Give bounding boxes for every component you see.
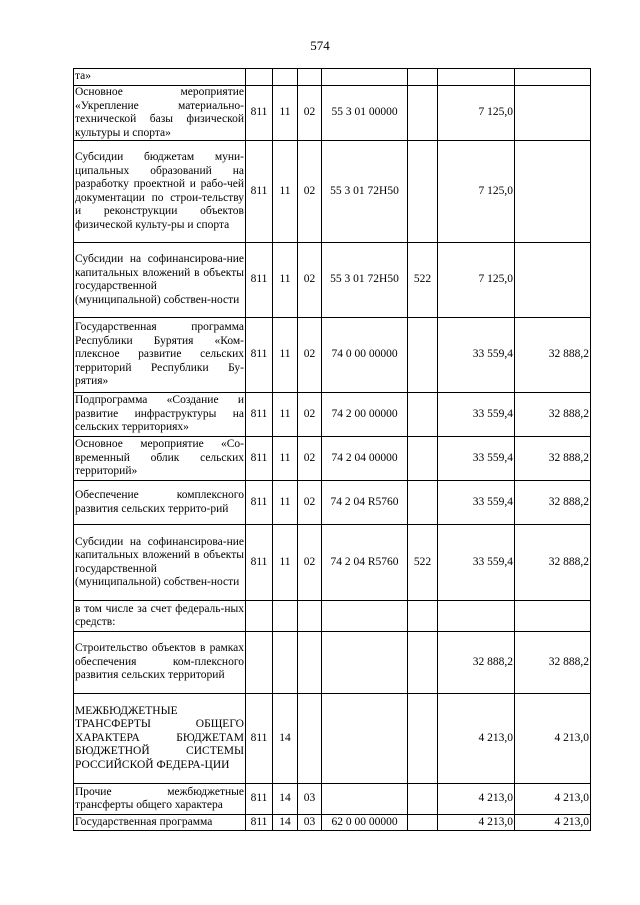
row-sum-2: 32 888,2 — [515, 481, 591, 525]
table-row — [74, 694, 591, 784]
row-code — [246, 601, 273, 632]
row-expense-type — [408, 141, 438, 243]
row-target: 62 0 00 00000 — [322, 815, 408, 831]
table-row — [74, 393, 591, 437]
budget-table — [73, 68, 591, 831]
row-subsection — [298, 694, 322, 784]
table-row — [74, 69, 591, 86]
row-subsection — [298, 69, 322, 86]
row-subsection — [298, 632, 322, 694]
row-sum-2 — [515, 243, 591, 318]
row-sum-2: 32 888,2 — [515, 393, 591, 437]
row-expense-type — [408, 632, 438, 694]
table-row — [74, 318, 591, 393]
row-section: 11 — [273, 318, 298, 393]
row-name: Подпрограмма «Создание и развитие инфраструктуры на сельских территориях» — [74, 393, 246, 437]
row-expense-type — [408, 86, 438, 141]
row-target — [322, 784, 408, 815]
table-row — [74, 601, 591, 632]
row-section: 14 — [273, 815, 298, 831]
row-target — [322, 694, 408, 784]
row-target: 74 2 00 00000 — [322, 393, 408, 437]
row-target — [322, 601, 408, 632]
row-name: Основное мероприятие «Укрепление материально-технической базы физической культуры и спорта» — [75, 86, 244, 139]
row-name: Субсидии бюджетам муни-ципальных образований на разработку проектной и рабо-чей документации по строи-тельству и реконструкции объектов физической культу-ры и спорта — [74, 141, 246, 243]
row-subsection: 02 — [298, 141, 322, 243]
row-target: 74 2 04 00000 — [322, 437, 408, 481]
table-row — [74, 525, 591, 601]
row-sum-2: 4 213,0 — [515, 784, 591, 815]
row-name: МЕЖБЮДЖЕТНЫЕ ТРАНСФЕРТЫ ОБЩЕГО ХАРАКТЕРА БЮДЖЕТАМ БЮДЖЕТНОЙ СИСТЕМЫ РОССИЙСКОЙ ФЕДЕРА-ЦИИ — [74, 694, 246, 784]
row-section — [273, 69, 298, 86]
row-expense-type — [408, 815, 438, 831]
row-name: та» — [74, 69, 246, 86]
row-name: Обеспечение комплексного развития сельских террито-рий — [74, 481, 246, 525]
row-code: 811 — [246, 815, 273, 831]
row-section — [273, 601, 298, 632]
row-target: 74 2 04 R5760 — [322, 481, 408, 525]
row-code: 811 — [246, 86, 273, 141]
table-row — [74, 784, 591, 815]
row-sum-2 — [515, 86, 591, 141]
table-row — [74, 86, 591, 141]
row-sum-1: 4 213,0 — [438, 694, 515, 784]
row-name: Строительство объектов в рамках обеспечения ком-плексного развития сельских территорий — [74, 632, 246, 694]
table-row — [74, 481, 591, 525]
row-name: Субсидии на софинансирова-ние капитальных вложений в объекты государственной (муниципальной) собствен-ности — [74, 525, 246, 601]
row-subsection: 02 — [298, 437, 322, 481]
row-expense-type — [408, 437, 438, 481]
row-section: 11 — [273, 393, 298, 437]
row-sum-2 — [515, 69, 591, 86]
row-section: 11 — [273, 525, 298, 601]
row-sum-1: 33 559,4 — [438, 393, 515, 437]
row-subsection: 03 — [298, 784, 322, 815]
row-name: в том числе за счет федераль-ных средств: — [74, 601, 246, 632]
row-code: 811 — [246, 243, 273, 318]
row-target — [322, 69, 408, 86]
row-subsection: 02 — [298, 86, 322, 141]
row-sum-2: 4 213,0 — [515, 815, 591, 831]
table-row — [74, 815, 591, 831]
table-row — [74, 141, 591, 243]
row-expense-type — [408, 601, 438, 632]
row-sum-2: 4 213,0 — [515, 694, 591, 784]
row-target: 74 2 04 R5760 — [322, 525, 408, 601]
row-subsection: 02 — [298, 243, 322, 318]
budget-table-body — [74, 69, 591, 831]
page-number: 574 — [310, 38, 330, 53]
row-expense-type: 522 — [408, 525, 438, 601]
row-sum-2: 32 888,2 — [515, 318, 591, 393]
row-section: 11 — [273, 86, 298, 141]
table-row — [74, 437, 591, 481]
row-code: 811 — [246, 318, 273, 393]
row-sum-1: 7 125,0 — [438, 141, 515, 243]
row-expense-type — [408, 694, 438, 784]
row-code: 811 — [246, 481, 273, 525]
row-sum-1 — [438, 601, 515, 632]
row-sum-2: 32 888,2 — [515, 437, 591, 481]
row-section: 14 — [273, 694, 298, 784]
row-code: 811 — [246, 525, 273, 601]
row-section: 14 — [273, 784, 298, 815]
row-code: 811 — [246, 141, 273, 243]
row-sum-1: 33 559,4 — [438, 318, 515, 393]
row-code: 811 — [246, 694, 273, 784]
row-sum-1: 33 559,4 — [438, 437, 515, 481]
row-sum-1: 33 559,4 — [438, 481, 515, 525]
row-section: 11 — [273, 481, 298, 525]
row-section: 11 — [273, 437, 298, 481]
row-name: Субсидии на софинансирова-ние капитальных вложений в объекты государственной (муниципальной) собствен-ности — [74, 243, 246, 318]
row-code: 811 — [246, 437, 273, 481]
row-section: 11 — [273, 141, 298, 243]
row-sum-1: 4 213,0 — [438, 815, 515, 831]
row-expense-type — [408, 481, 438, 525]
row-sum-1: 7 125,0 — [438, 86, 515, 141]
row-target — [322, 632, 408, 694]
row-sum-2: 32 888,2 — [515, 632, 591, 694]
row-subsection: 03 — [298, 815, 322, 831]
row-name: Государственная программа Республики Бурятия «Ком-плексное развитие сельских территорий Республики Бу-рятия» — [74, 318, 246, 393]
row-expense-type — [408, 69, 438, 86]
row-subsection: 02 — [298, 481, 322, 525]
row-name: Прочие межбюджетные трансферты общего характера — [74, 784, 246, 815]
row-sum-2: 32 888,2 — [515, 525, 591, 601]
row-section: 11 — [273, 243, 298, 318]
row-sum-2 — [515, 141, 591, 243]
row-sum-1: 7 125,0 — [438, 243, 515, 318]
row-expense-type — [408, 318, 438, 393]
row-subsection: 02 — [298, 318, 322, 393]
row-sum-1: 4 213,0 — [438, 784, 515, 815]
table-row — [74, 243, 591, 318]
row-code — [246, 632, 273, 694]
row-code: 811 — [246, 784, 273, 815]
row-sum-1: 33 559,4 — [438, 525, 515, 601]
row-expense-type — [408, 784, 438, 815]
row-code — [246, 69, 273, 86]
row-sum-1: 32 888,2 — [438, 632, 515, 694]
row-target: 55 3 01 72Н50 — [322, 141, 408, 243]
row-subsection — [298, 601, 322, 632]
row-target: 55 3 01 72Н50 — [322, 243, 408, 318]
row-section — [273, 632, 298, 694]
table-row — [74, 632, 591, 694]
row-subsection: 02 — [298, 525, 322, 601]
row-subsection: 02 — [298, 393, 322, 437]
row-expense-type: 522 — [408, 243, 438, 318]
row-target: 55 3 01 00000 — [322, 86, 408, 141]
row-expense-type — [408, 393, 438, 437]
row-target: 74 0 00 00000 — [322, 318, 408, 393]
row-name: Государственная программа — [74, 815, 246, 831]
row-sum-1 — [438, 69, 515, 86]
row-name: Основное мероприятие «Со-временный облик сельских территорий» — [74, 437, 246, 481]
row-sum-2 — [515, 601, 591, 632]
row-code: 811 — [246, 393, 273, 437]
